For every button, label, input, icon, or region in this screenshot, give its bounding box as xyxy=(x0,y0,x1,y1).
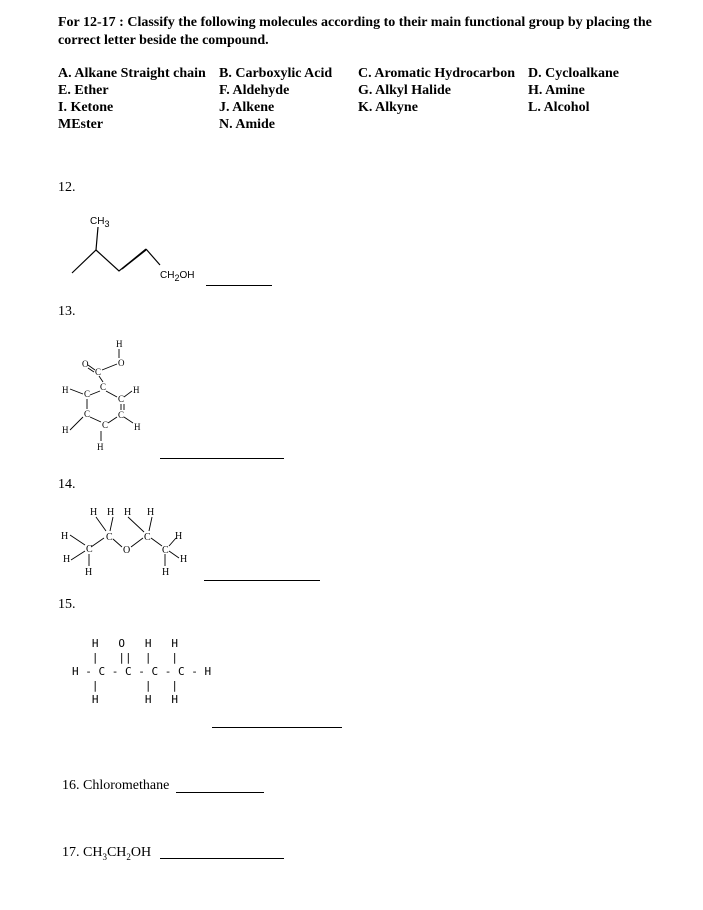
question-16-label: 16. Chloromethane xyxy=(62,778,170,793)
question-14-answer-blank[interactable] xyxy=(204,580,320,581)
svg-text:H: H xyxy=(62,425,69,435)
instructions: For 12-17 : Classify the following molecules according to their main functional group by placing the correct letter beside the compound. xyxy=(58,15,652,48)
question-17-label: 17. $CH_3CH_2OH$ xyxy=(62,845,152,862)
question-15-structure-row1: H O H H xyxy=(91,637,178,650)
question-15-number: 15. xyxy=(58,597,76,612)
svg-text:C: C xyxy=(162,545,169,556)
option-l: L. Alcohol xyxy=(528,100,590,115)
question-14-number: 14. xyxy=(58,477,76,492)
svg-text:C: C xyxy=(84,409,91,419)
option-d: D. Cycloalkane xyxy=(528,66,619,81)
option-i: I. Ketone xyxy=(58,100,114,115)
svg-text:C: C xyxy=(86,544,93,555)
svg-text:C: C xyxy=(84,389,91,399)
svg-text:C: C xyxy=(118,410,125,420)
question-13-number: 13. xyxy=(58,304,76,319)
option-m: MEster xyxy=(58,117,104,132)
svg-text:O: O xyxy=(82,359,89,369)
question-15-structure-row5: H H H xyxy=(91,693,178,706)
svg-text:H: H xyxy=(175,531,183,542)
question-14-structure xyxy=(58,505,198,585)
question-12-ch3: $CH_3$ xyxy=(90,216,110,229)
question-15-answer-blank[interactable] xyxy=(212,727,342,728)
svg-text:C: C xyxy=(100,382,107,392)
svg-text:H: H xyxy=(134,422,141,432)
svg-text:C: C xyxy=(95,367,102,377)
question-16-answer-blank[interactable] xyxy=(176,792,264,793)
question-12-ch2oh: $CH_2OH$ xyxy=(160,270,195,283)
option-b: B. Carboxylic Acid xyxy=(219,66,333,81)
option-c: C. Aromatic Hydrocarbon xyxy=(358,66,515,81)
question-15-structure-row2: | || | | xyxy=(91,651,178,664)
option-g: G. Alkyl Halide xyxy=(358,83,451,98)
svg-text:C: C xyxy=(102,420,109,430)
option-k: K. Alkyne xyxy=(358,100,418,115)
question-17-answer-blank[interactable] xyxy=(160,858,284,859)
svg-text:H: H xyxy=(147,507,155,518)
svg-text:O: O xyxy=(118,358,125,368)
svg-text:H: H xyxy=(97,442,104,452)
question-15-structure-row4: | | | xyxy=(91,679,178,692)
option-a: A. Alkane Straight chain xyxy=(58,66,206,81)
option-f: F. Aldehyde xyxy=(219,83,290,98)
svg-text:C: C xyxy=(118,394,125,404)
question-13-answer-blank[interactable] xyxy=(160,458,284,459)
svg-text:C: C xyxy=(144,532,151,543)
svg-text:H: H xyxy=(63,554,71,565)
question-12-answer-blank[interactable] xyxy=(206,285,272,286)
svg-text:H: H xyxy=(61,531,69,542)
svg-text:H: H xyxy=(133,385,140,395)
question-12-structure xyxy=(60,215,220,295)
svg-text:H: H xyxy=(85,567,93,578)
question-12-number: 12. xyxy=(58,180,76,195)
question-15-structure-row3: H - C - C - C - C - H xyxy=(72,665,212,678)
svg-text:H: H xyxy=(124,507,132,518)
svg-text:H: H xyxy=(162,567,170,578)
svg-text:H: H xyxy=(180,554,188,565)
option-e: E. Ether xyxy=(58,83,109,98)
svg-text:H: H xyxy=(62,385,69,395)
option-n: N. Amide xyxy=(219,117,275,132)
svg-text:H: H xyxy=(90,507,98,518)
svg-text:H: H xyxy=(116,339,123,349)
svg-text:H: H xyxy=(107,507,115,518)
option-j: J. Alkene xyxy=(219,100,275,115)
question-13-structure xyxy=(58,335,158,460)
option-h: H. Amine xyxy=(528,83,585,98)
svg-text:O: O xyxy=(123,545,131,556)
svg-text:C: C xyxy=(106,532,113,543)
